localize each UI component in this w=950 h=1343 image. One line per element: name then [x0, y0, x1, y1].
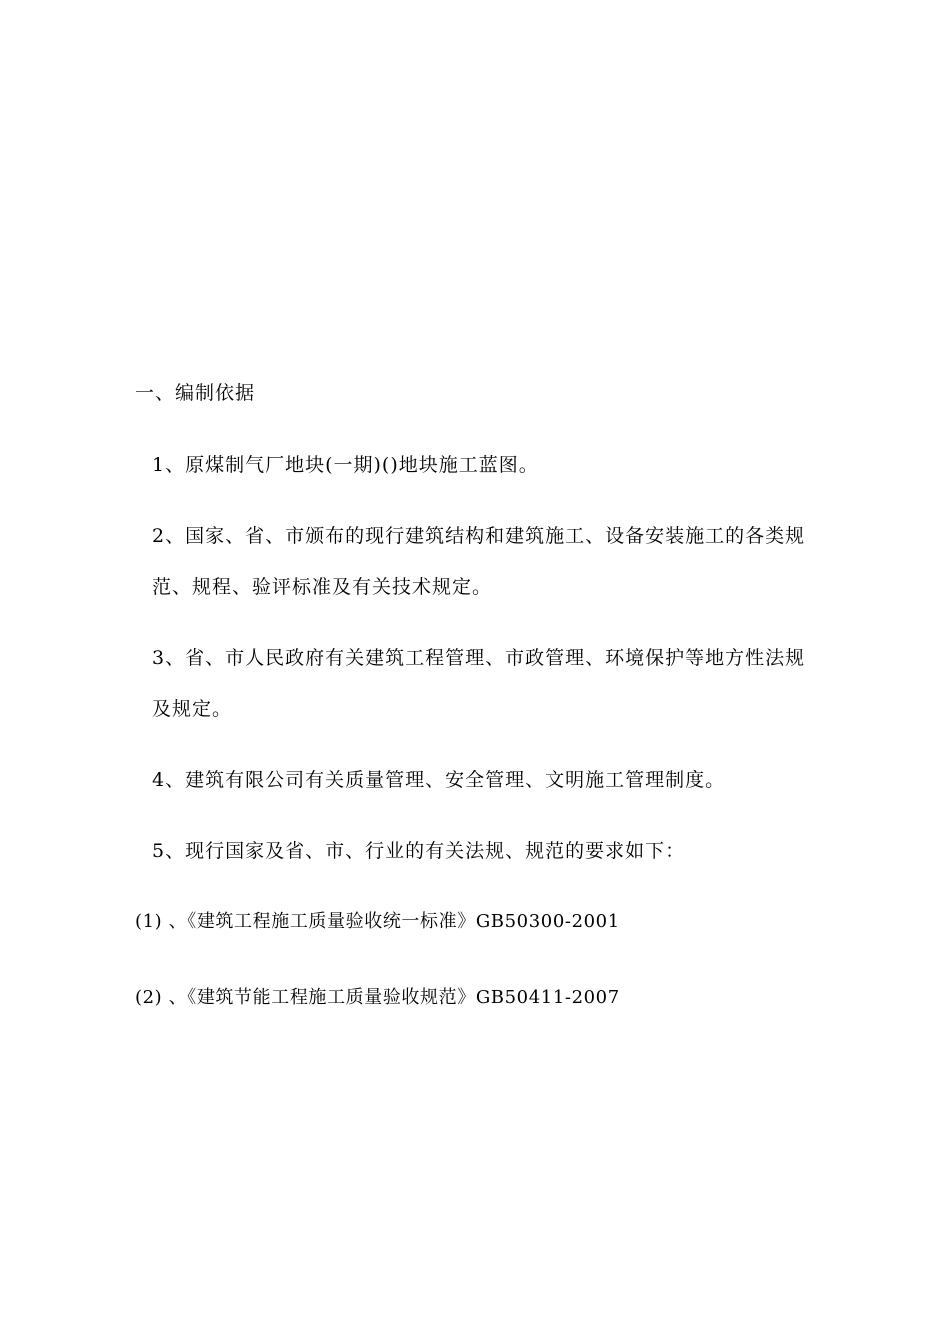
basis-item-3-line-2: 及规定。 — [152, 698, 233, 720]
basis-item-1: 1、原煤制气厂地块(一期)()地块施工蓝图。 — [152, 454, 539, 476]
standard-item-2: (2) 、《建筑节能工程施工质量验收规范》GB50411-2007 — [135, 987, 620, 1008]
basis-item-3-line-1: 3、省、市人民政府有关建筑工程管理、市政管理、环境保护等地方性法规 — [152, 647, 806, 669]
basis-item-5: 5、现行国家及省、市、行业的有关法规、规范的要求如下： — [152, 840, 686, 862]
section-heading: 一、编制依据 — [135, 382, 256, 404]
basis-item-4: 4、建筑有限公司有关质量管理、安全管理、文明施工管理制度。 — [152, 769, 726, 791]
basis-item-2-line-1: 2、国家、省、市颁布的现行建筑结构和建筑施工、设备安装施工的各类规 — [152, 525, 806, 547]
basis-item-2-line-2: 范、规程、验评标准及有关技术规定。 — [152, 576, 493, 598]
standard-item-1: (1) 、《建筑工程施工质量验收统一标准》GB50300-2001 — [135, 911, 620, 932]
